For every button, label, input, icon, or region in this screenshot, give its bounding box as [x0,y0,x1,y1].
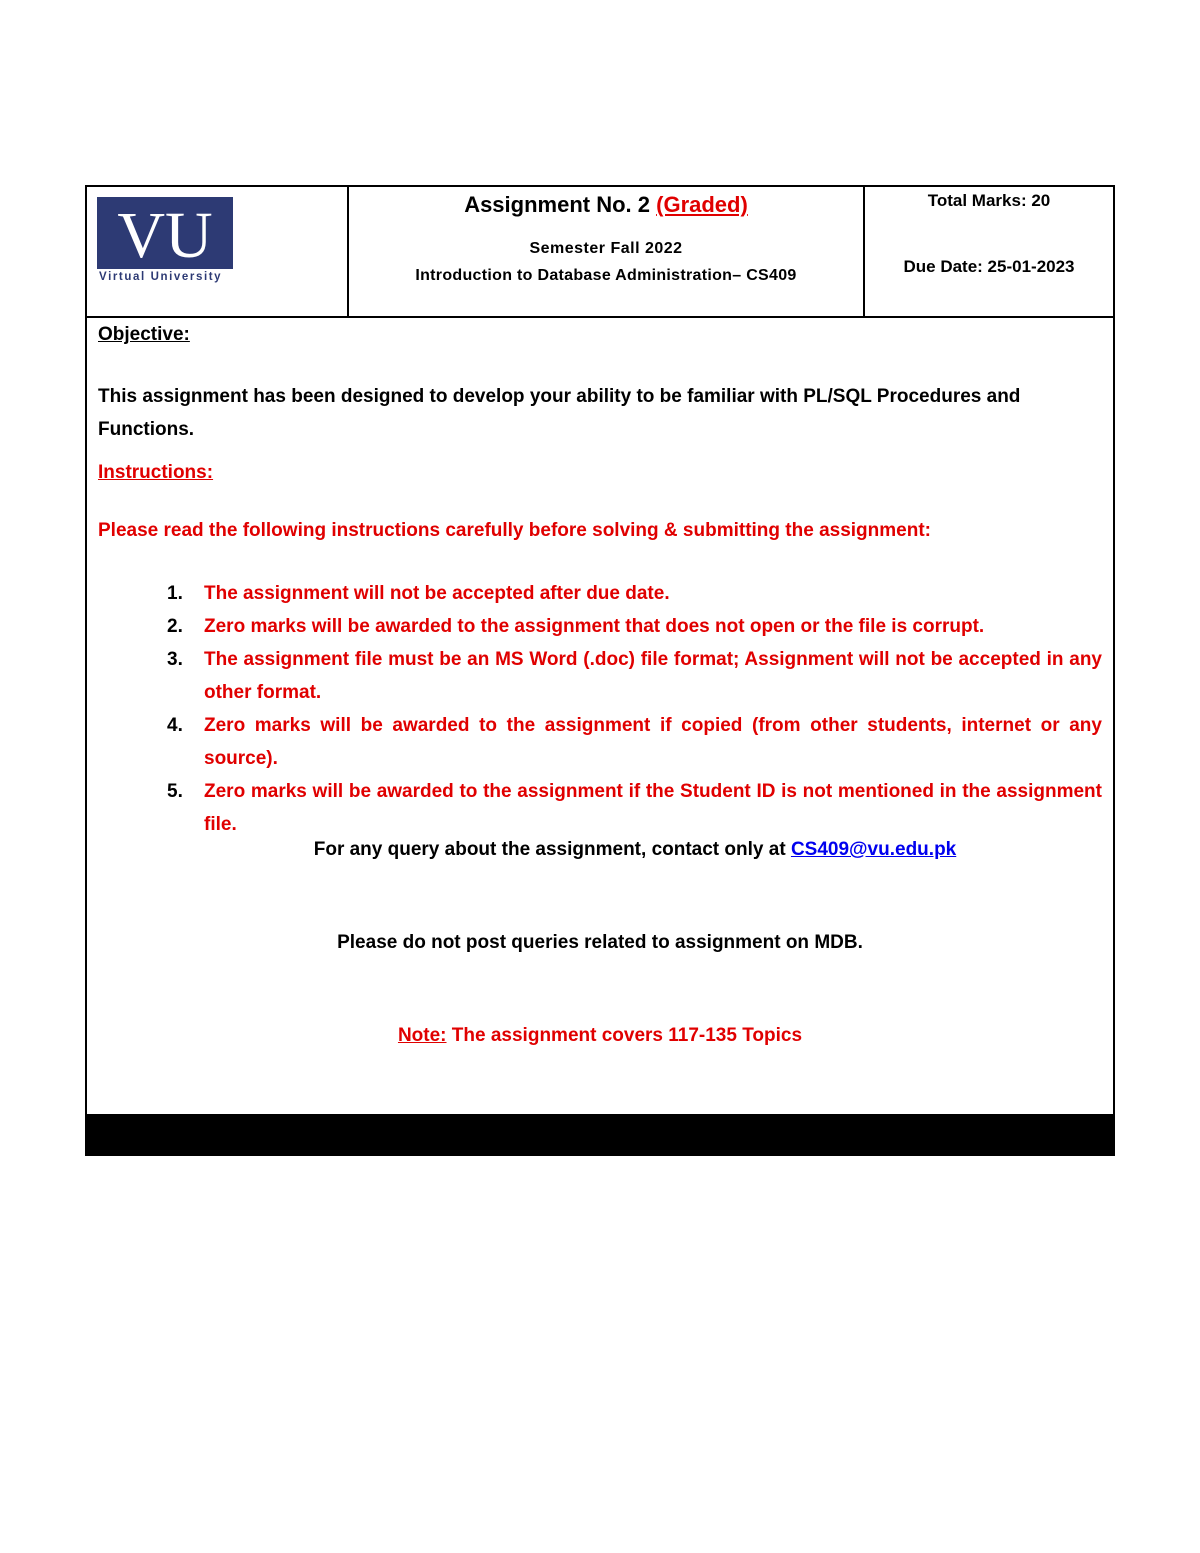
list-item [167,610,1102,643]
header-table [87,187,1113,318]
semester-label: Semester Fall 2022 [529,240,683,257]
contact-line [87,839,1113,861]
list-item-text: The assignment will not be accepted after due date. [204,583,670,604]
contact-email-link[interactable]: CS409@vu.edu.pk [790,839,957,860]
list-item-text: The assignment file must be an MS Word (.doc) file format; Assignment will not be accepted in any other format. [204,649,1102,703]
objective-text: This assignment has been designed to develop your ability to be familiar with PL/SQL Procedures and Functions. [98,386,1021,440]
title-cell [349,187,865,316]
instructions-heading: Instructions: [98,462,214,483]
due-date: Due Date: 25-01-2023 [903,257,1075,276]
total-marks: Total Marks: 20 [927,191,1051,210]
vu-logo-mark [97,197,233,269]
logo-letters: VU [117,203,213,263]
objective-heading: Objective: [98,324,190,345]
assignment-title [349,192,863,218]
contact-text: For any query about the assignment, contact only at [313,839,791,860]
document-body [87,318,1113,1114]
marks-cell [865,187,1113,316]
list-number: 4. [167,715,183,736]
logo-subtitle: Virtual University [99,271,223,283]
list-item [167,709,1102,775]
course-label: Introduction to Database Administration– CS409 [415,267,797,284]
list-number: 3. [167,649,183,670]
assignment-document [85,185,1115,1156]
list-item [167,775,1102,841]
vu-logo [97,197,233,287]
list-item [167,643,1102,709]
list-number: 1. [167,583,183,604]
list-item-text: Zero marks will be awarded to the assignment if copied (from other students, internet or any source). [204,715,1102,769]
instructions-list [167,577,1102,841]
list-number: 5. [167,781,183,802]
logo-cell [87,187,349,316]
graded-label: (Graded) [656,192,748,217]
list-item-text: Zero marks will be awarded to the assignment if the Student ID is not mentioned in the assignment file. [204,781,1102,835]
instructions-intro: Please read the following instructions carefully before solving & submitting the assignment: [98,520,931,541]
list-item-text: Zero marks will be awarded to the assignment that does not open or the file is corrupt. [204,616,985,637]
mdb-notice: Please do not post queries related to assignment on MDB. [337,932,863,953]
note-label: Note: [397,1025,447,1046]
assignment-number: Assignment No. 2 [464,192,650,217]
note-text: The assignment covers 117-135 Topics [446,1025,803,1046]
list-number: 2. [167,616,183,637]
topics-note [87,1025,1113,1047]
footer-bar [87,1114,1113,1154]
list-item [167,577,1102,610]
